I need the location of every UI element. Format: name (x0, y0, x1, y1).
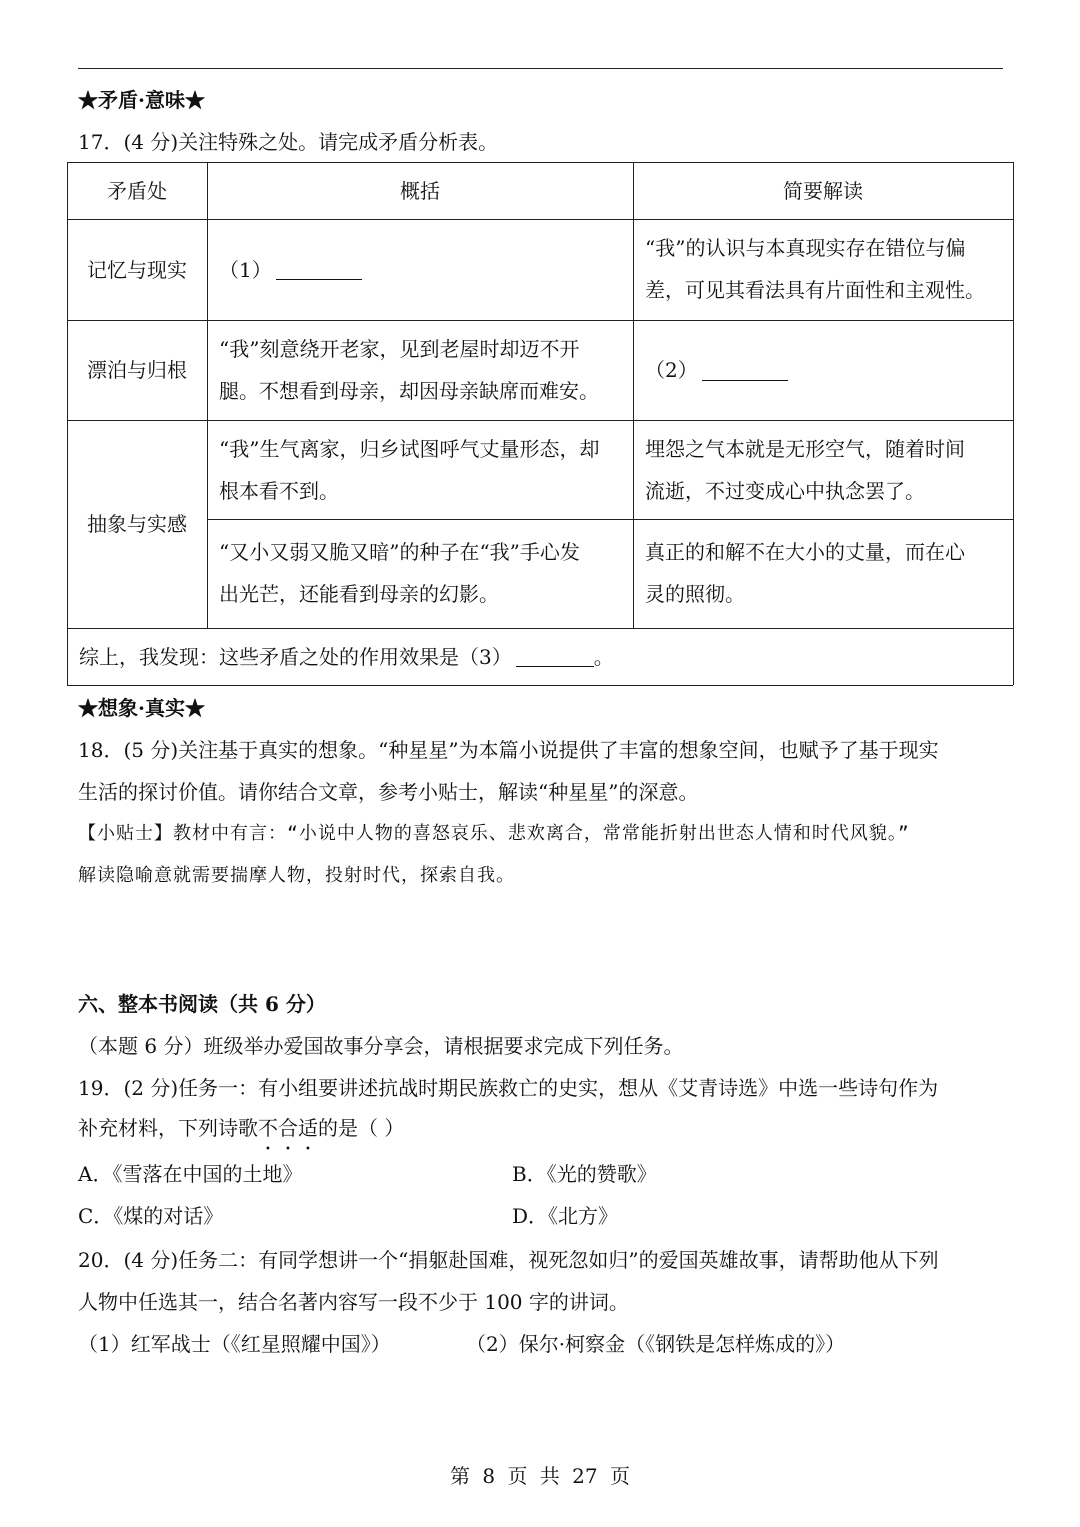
answer-blank-3[interactable]: 综上，我发现：这些矛盾之处的作用效果是（3） 。 (79, 644, 614, 669)
header-contradiction: 矛盾处 (107, 178, 167, 203)
row1-interpretation: “我”的认识与本真现实存在错位与偏 差，可见其看法具有片面性和主观性。 (645, 236, 985, 302)
question-18-line2: 生活的探讨价值。请你结合文章，参考小贴士，解读“种星星”的深意。 (78, 780, 699, 804)
question-20-choice-1: （1）红军战士（《红星照耀中国》） (78, 1332, 391, 1356)
header-interpretation: 简要解读 (783, 178, 863, 203)
option-b[interactable]: B．《光的赞歌》 (512, 1162, 657, 1186)
section-heading-imagination: ★想象·真实★ (78, 696, 205, 720)
option-d[interactable]: D．《北方》 (512, 1204, 619, 1228)
row-label-drift-roots: 漂泊与归根 (87, 358, 187, 382)
row3a-summary: “我”生气离家，归乡试图呼气丈量形态，却 根本看不到。 (219, 437, 600, 503)
row-label-abstract-concrete: 抽象与实感 (87, 512, 187, 536)
section-6-intro: （本题 6 分）班级举办爱国故事分享会，请根据要求完成下列任务。 (78, 1034, 684, 1058)
contradiction-analysis-table (67, 162, 1013, 685)
tip-line2: 解读隐喻意就需要揣摩人物，投射时代，探索自我。 (78, 865, 515, 886)
answer-blank-1[interactable]: （1） (207, 219, 633, 320)
tip-line1: 【小贴士】教材中有言：“小说中人物的喜怒哀乐、悲欢离合，常常能折射出世态人情和时代风貌。” (78, 823, 910, 844)
question-17: 17．(4 分)关注特殊之处。请完成矛盾分析表。 (78, 130, 499, 154)
question-18-line1: 18．(5 分)关注基于真实的想象。“种星星”为本篇小说提供了丰富的想象空间，也赋予了基于现实 (78, 738, 939, 762)
page-number-footer: 第 8 页 共 27 页 (450, 1464, 630, 1488)
header-summary: 概括 (400, 178, 440, 203)
row3b-interpretation: 真正的和解不在大小的丈量，而在心 灵的照彻。 (645, 540, 965, 606)
question-19-line2: 补充材料，下列诗歌不合适的是（ ） (78, 1116, 405, 1140)
row2-summary: “我”刻意绕开老家，见到老屋时却迈不开 腿。不想看到母亲，却因母亲缺席而难安。 (219, 337, 599, 403)
section-6-title: 六、整本书阅读（共 6 分） (78, 992, 326, 1016)
option-a[interactable]: A．《雪落在中国的土地》 (78, 1162, 303, 1186)
option-c[interactable]: C．《煤的对话》 (78, 1204, 224, 1228)
row3b-summary: “又小又弱又脆又暗”的种子在“我”手心发 出光芒，还能看到母亲的幻影。 (219, 540, 580, 606)
question-19-line1: 19．(2 分)任务一：有小组要讲述抗战时期民族救亡的史实，想从《艾青诗选》中选一些诗句作为 (78, 1076, 939, 1100)
section-heading-contradiction: ★矛盾·意味★ (78, 88, 205, 112)
row3a-interpretation: 埋怨之气本就是无形空气，随着时间 流逝，不过变成心中执念罢了。 (645, 437, 965, 503)
top-rule (78, 68, 1003, 69)
question-20-line2: 人物中任选其一，结合名著内容写一段不少于 100 字的讲词。 (78, 1290, 629, 1314)
row-label-memory-reality: 记忆与现实 (87, 257, 187, 282)
question-20-choice-2: （2）保尔·柯察金（《钢铁是怎样炼成的》） (466, 1332, 846, 1356)
answer-blank-2[interactable]: （2） (633, 320, 1013, 420)
question-20-line1: 20．(4 分)任务二：有同学想讲一个“捐躯赴国难，视死忽如归”的爱国英雄故事，请帮助他从下列 (78, 1248, 939, 1272)
